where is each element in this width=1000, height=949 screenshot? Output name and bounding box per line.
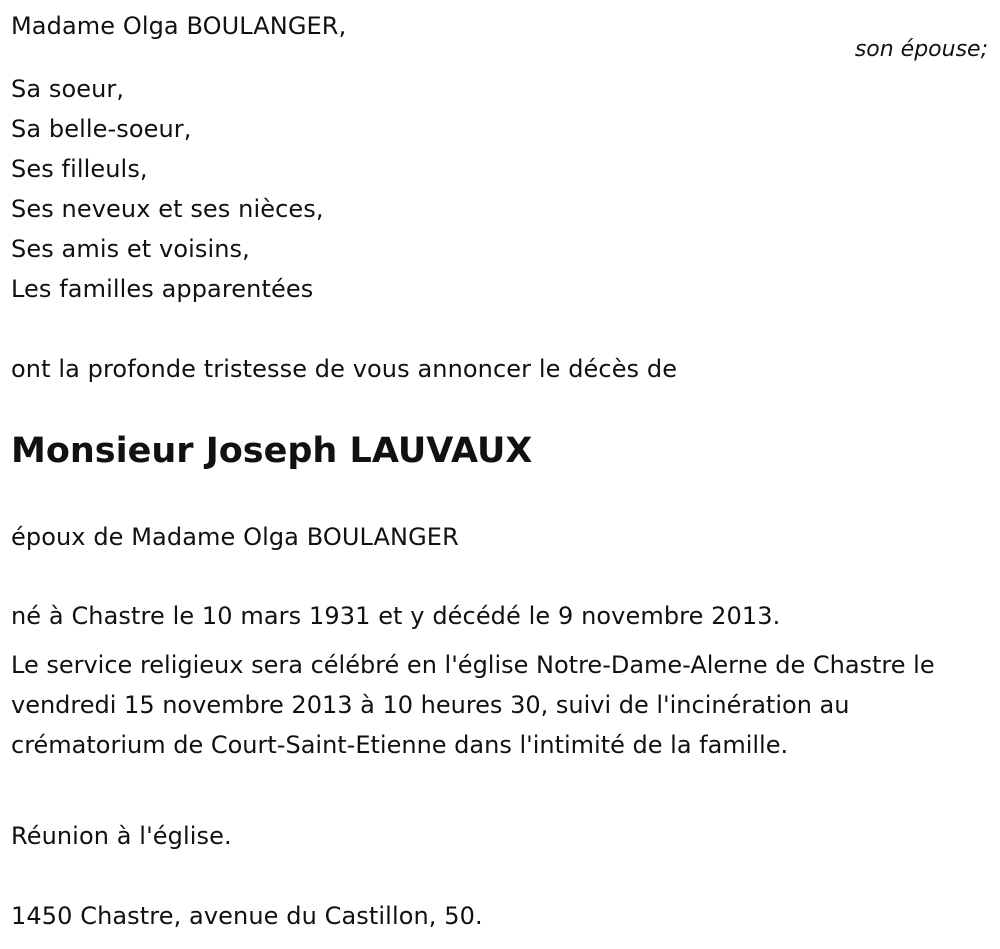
- address-info: 1450 Chastre, avenue du Castillon, 50.: [11, 902, 483, 930]
- service-details: Le service religieux sera célébré en l'église Notre-Dame-Alerne de Chastre le vendredi 15 novembre 2013 à 10 heures 30, suivi de l'incinération au crématorium de Court-Saint-Etienne dans l'intimité de la famille.: [11, 651, 935, 759]
- relative-godchildren: Ses filleuls,: [11, 155, 148, 183]
- relative-friends-neighbors: Ses amis et voisins,: [11, 235, 250, 263]
- deceased-name: Monsieur Joseph LAUVAUX: [11, 431, 533, 471]
- relative-nephews-nieces: Ses neveux et ses nièces,: [11, 195, 324, 223]
- deceased-spouse-of: époux de Madame Olga BOULANGER: [11, 523, 459, 551]
- relative-families: Les familles apparentées: [11, 275, 314, 303]
- birth-death-info: né à Chastre le 10 mars 1931 et y décédé le 9 novembre 2013.: [11, 602, 781, 630]
- relative-sister: Sa soeur,: [11, 75, 125, 103]
- relative-sister-in-law: Sa belle-soeur,: [11, 115, 192, 143]
- spouse-relation: son épouse;: [854, 37, 988, 62]
- spouse-line: Madame Olga BOULANGER,: [11, 12, 347, 40]
- meeting-info: Réunion à l'église.: [11, 822, 232, 850]
- announcement-text: ont la profonde tristesse de vous annoncer le décès de: [11, 355, 678, 383]
